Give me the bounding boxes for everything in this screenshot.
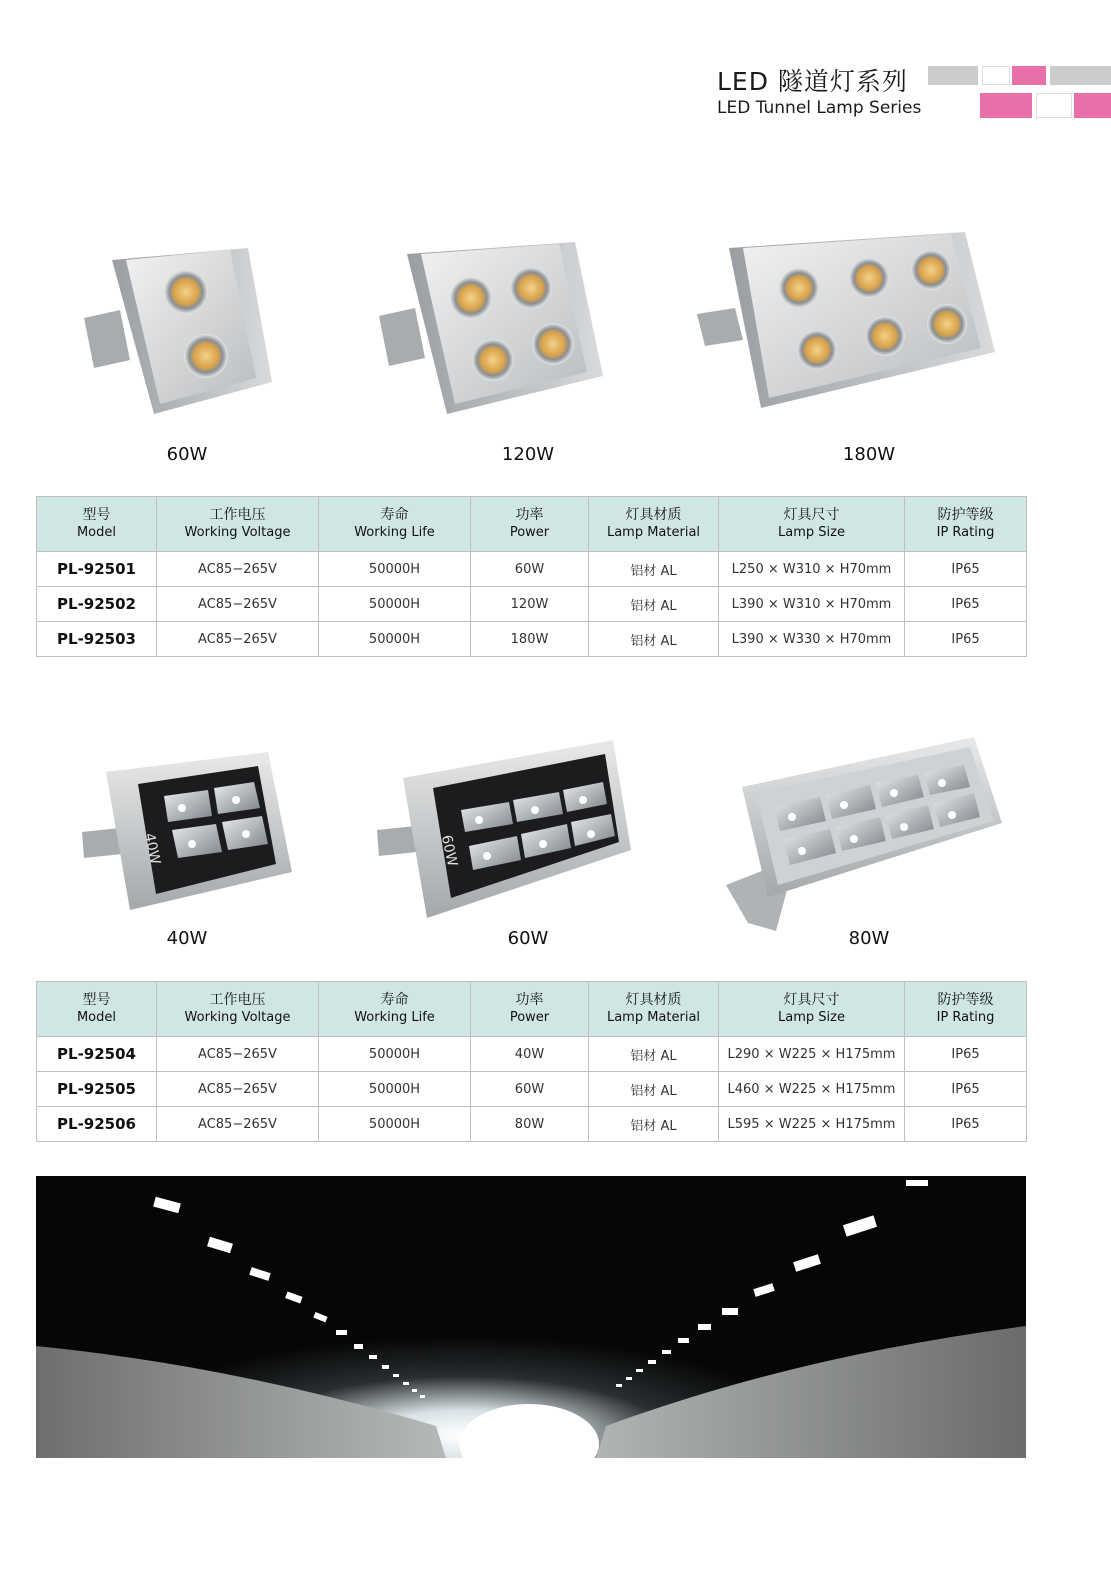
product-caption: 40W: [166, 928, 208, 949]
cell-ip: IP65: [905, 622, 1027, 657]
product-caption: 180W: [842, 444, 896, 465]
header-material: 灯具材质 Lamp Material: [589, 982, 719, 1037]
accent-block: [1036, 93, 1072, 118]
header-model: 型号 Model: [37, 982, 157, 1037]
header-voltage: 工作电压 Working Voltage: [157, 982, 319, 1037]
cell-material: 铝材 AL: [589, 552, 719, 587]
cell-model: PL-92506: [37, 1107, 157, 1142]
cell-size: L595 × W225 × H175mm: [719, 1107, 905, 1142]
product-image-120w-cob: [375, 238, 610, 418]
cell-size: L390 × W330 × H70mm: [719, 622, 905, 657]
cell-life: 50000H: [319, 1037, 471, 1072]
cell-power: 180W: [471, 622, 589, 657]
accent-block: [1012, 66, 1046, 85]
cell-material: 铝材 AL: [589, 1072, 719, 1107]
cell-ip: IP65: [905, 1107, 1027, 1142]
tunnel-photo: [36, 1176, 1026, 1458]
table-row: [37, 1072, 1027, 1107]
table-row: [37, 552, 1027, 587]
cell-voltage: AC85−265V: [157, 552, 319, 587]
cell-model: PL-92505: [37, 1072, 157, 1107]
cell-power: 80W: [471, 1107, 589, 1142]
cell-voltage: AC85−265V: [157, 1107, 319, 1142]
table-row: [37, 1107, 1027, 1142]
header-ip: 防护等级 IP Rating: [905, 982, 1027, 1037]
cell-size: L250 × W310 × H70mm: [719, 552, 905, 587]
header-voltage: 工作电压 Working Voltage: [157, 497, 319, 552]
cell-model: PL-92501: [37, 552, 157, 587]
cell-voltage: AC85−265V: [157, 622, 319, 657]
cell-life: 50000H: [319, 1107, 471, 1142]
cell-power: 60W: [471, 552, 589, 587]
table-header-row: [37, 982, 1027, 1037]
header-model: 型号 Model: [37, 497, 157, 552]
product-caption: 60W: [507, 928, 549, 949]
cell-voltage: AC85−265V: [157, 1037, 319, 1072]
product-image-80w-module: [722, 735, 1007, 935]
cell-life: 50000H: [319, 1072, 471, 1107]
product-caption: 80W: [848, 928, 890, 949]
header-material: 灯具材质 Lamp Material: [589, 497, 719, 552]
header-size: 灯具尺寸 Lamp Size: [719, 982, 905, 1037]
header-size: 灯具尺寸 Lamp Size: [719, 497, 905, 552]
spec-table-2: [36, 981, 1027, 1142]
product-image-180w-cob: [695, 228, 1000, 410]
product-image-60w-module: [375, 738, 635, 920]
cell-power: 60W: [471, 1072, 589, 1107]
panel-label: 60W: [437, 833, 461, 868]
cell-material: 铝材 AL: [589, 587, 719, 622]
cell-ip: IP65: [905, 1072, 1027, 1107]
cell-life: 50000H: [319, 587, 471, 622]
cell-life: 50000H: [319, 552, 471, 587]
cell-voltage: AC85−265V: [157, 587, 319, 622]
header-ip: 防护等级 IP Rating: [905, 497, 1027, 552]
cell-size: L290 × W225 × H175mm: [719, 1037, 905, 1072]
cell-size: L460 × W225 × H175mm: [719, 1072, 905, 1107]
cell-material: 铝材 AL: [589, 1107, 719, 1142]
header-life: 寿命 Working Life: [319, 497, 471, 552]
cell-size: L390 × W310 × H70mm: [719, 587, 905, 622]
cell-power: 120W: [471, 587, 589, 622]
panel-label: 40W: [140, 831, 164, 866]
header-power: 功率 Power: [471, 497, 589, 552]
spec-table-1: [36, 496, 1027, 657]
cell-ip: IP65: [905, 552, 1027, 587]
cell-ip: IP65: [905, 1037, 1027, 1072]
cell-material: 铝材 AL: [589, 1037, 719, 1072]
header-life: 寿命 Working Life: [319, 982, 471, 1037]
header-power: 功率 Power: [471, 982, 589, 1037]
cell-model: PL-92503: [37, 622, 157, 657]
cell-material: 铝材 AL: [589, 622, 719, 657]
accent-block: [1074, 93, 1111, 118]
product-caption: 120W: [501, 444, 555, 465]
cell-life: 50000H: [319, 622, 471, 657]
cell-power: 40W: [471, 1037, 589, 1072]
cell-voltage: AC85−265V: [157, 1072, 319, 1107]
page-title-cn: LED 隧道灯系列: [717, 67, 908, 96]
accent-block: [928, 66, 978, 85]
table-header-row: [37, 497, 1027, 552]
cell-model: PL-92504: [37, 1037, 157, 1072]
table-row: [37, 1037, 1027, 1072]
table-row: [37, 587, 1027, 622]
page-title-en: LED Tunnel Lamp Series: [717, 98, 922, 118]
table-row: [37, 622, 1027, 657]
cell-ip: IP65: [905, 587, 1027, 622]
product-caption: 60W: [166, 444, 208, 465]
accent-block: [1050, 66, 1111, 85]
cell-model: PL-92502: [37, 587, 157, 622]
accent-block: [982, 66, 1010, 85]
product-image-60w-cob: [80, 240, 280, 420]
product-image-40w-module: [80, 748, 295, 913]
accent-block: [980, 93, 1032, 118]
